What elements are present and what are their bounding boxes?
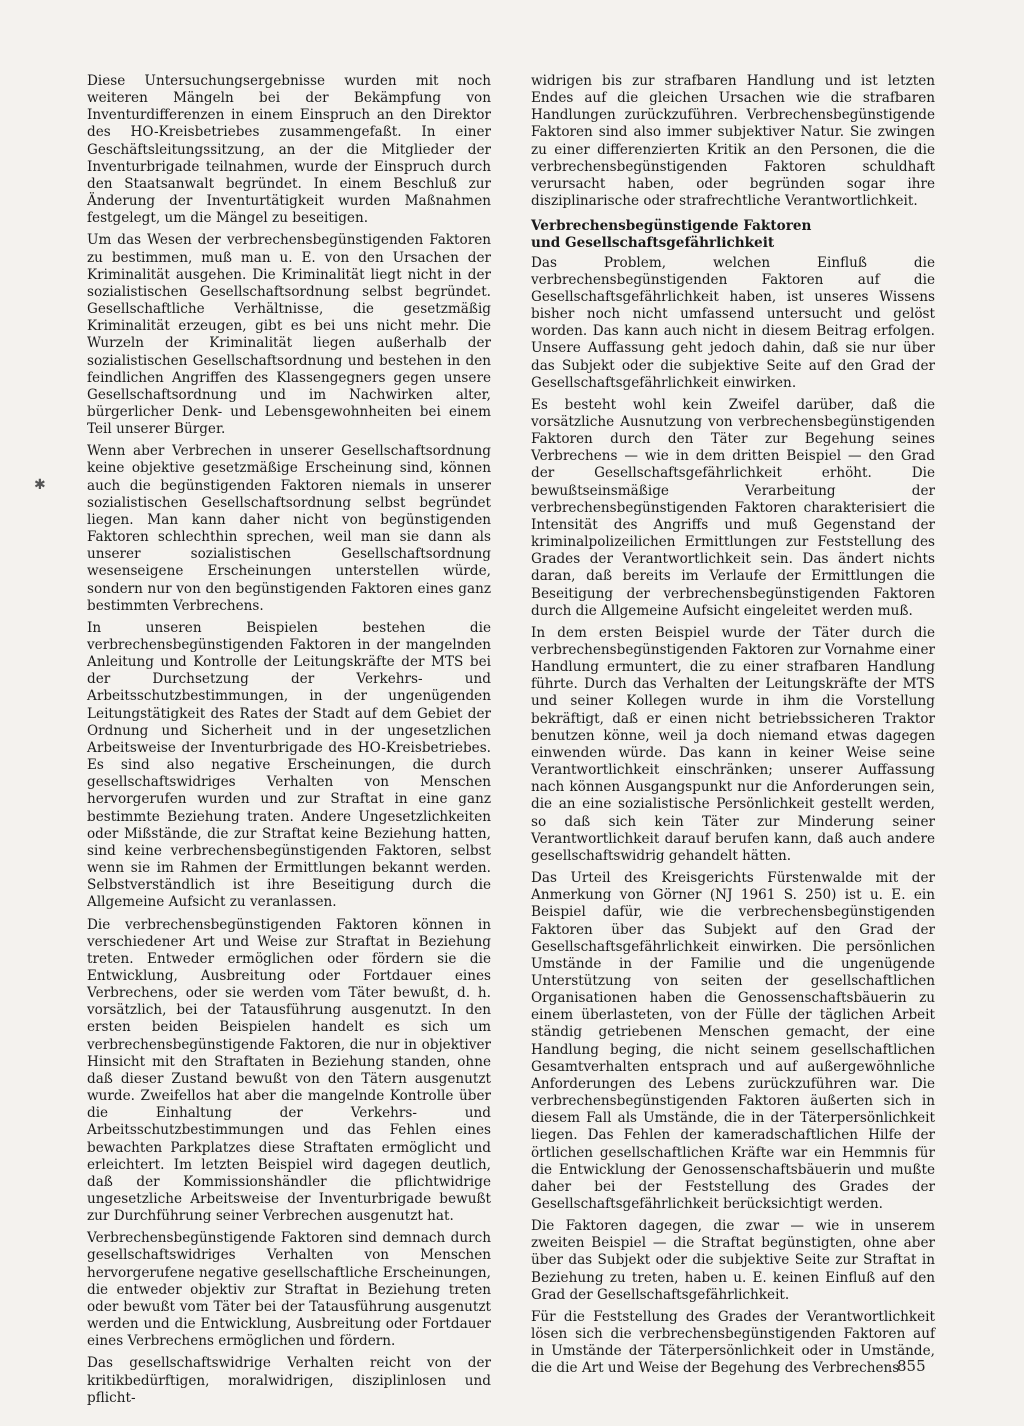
left-column bbox=[87, 73, 491, 1412]
paragraph: Wenn aber Verbrechen in unserer Gesellschaftsordnung keine objektive gesetzmäßige Erscheinung sind, können auch die begünstigenden Faktoren niemals in unserer sozialistischen Gesellschaftsordnung selbst begründet liegen. Man kann daher nicht von begünstigenden Faktoren schlechthin sprechen, weil man sie dann als unserer sozialistischen Gesellschaftsordnung wesenseigene Erscheinungen unterstellen würde, sondern nur von den begünstigenden Faktoren eines ganz bestimmten Verbrechens. bbox=[87, 443, 491, 614]
paragraph: Um das Wesen der verbrechensbegünstigenden Faktoren zu bestimmen, muß man u. E. von den Ursachen der Kriminalität ausgehen. Die Kriminalität liegt nicht in der sozialistischen Gesellschaftsordnung selbst begründet. Gesellschaftliche Verhältnisse, die gesetzmäßig Kriminalität erzeugen, gibt es bei uns nicht mehr. Die Wurzeln der Kriminalität liegen außerhalb der sozialistischen Gesellschaftsordnung und bestehen in den feindlichen Angriffen des Klassengegners gegen unsere Gesellschaftsordnung und im Nachwirken alter, bürgerlicher Denk- und Lebensgewohnheiten bei einem Teil unserer Bürger. bbox=[87, 232, 491, 438]
paragraph: Das Urteil des Kreisgerichts Fürstenwalde mit der Anmerkung von Görner (NJ 1961 S. 250) ist u. E. ein Beispiel dafür, wie die verbrechensbegünstigenden Faktoren über das Subjekt auf den Grad der Gesellschaftsgefährlichkeit einwirken. Die persönlichen Umstände in der Familie und die ungenügende Unterstützung von seiten der gesellschaftlichen Organisationen haben die Genossenschaftsbäuerin zu einem überlasteten, von der Fülle der täglichen Arbeit ständig getriebenen Menschen gemacht, der eine Handlung beging, die nicht seinem gesellschaftlichen Gesamtverhalten entsprach und auf außergewöhnliche Anforderungen des Lebens zurückzuführen war. Die verbrechensbegünstigenden Faktoren äußerten sich in diesem Fall als Umstände, die in der Täterpersönlichkeit liegen. Das Fehlen der kameradschaftlichen Hilfe der örtlichen gesellschaftlichen Kräfte war ein Hemmnis für die Entwicklung der Genossenschaftsbäuerin und mußte daher bei der Feststellung des Grades der Gesellschaftsgefährlichkeit berücksichtigt werden. bbox=[531, 870, 935, 1212]
paragraph: Es besteht wohl kein Zweifel darüber, daß die vorsätzliche Ausnutzung von verbrechensbegünstigenden Faktoren durch den Täter zur Begehung seines Verbrechens — wie in dem dritten Beispiel — den Grad der Gesellschaftsgefährlichkeit erhöht. Die bewußtseinsmäßige Verarbeitung der verbrechensbegünstigenden Faktoren charakterisiert die Intensität des Angriffs und muß Gegenstand der kriminalpolizeilichen Ermittlungen zur Feststellung des Grades der Verantwortlichkeit sein. Das ändert nichts daran, daß bereits im Verlaufe der Ermittlungen die Beseitigung der verbrechensbegünstigenden Faktoren durch die Allgemeine Aufsicht eingeleitet werden muß. bbox=[531, 396, 935, 619]
paragraph: Die verbrechensbegünstigenden Faktoren können in verschiedener Art und Weise zur Straftat in Beziehung treten. Entweder ermöglichen oder fördern sie die Entwicklung, Ausbreitung oder Fortdauer eines Verbrechens, oder sie werden vom Täter bewußt, d. h. vorsätzlich, bei der Tatausführung ausgenutzt. In den ersten beiden Beispielen handelt es sich um verbrechensbegünstigende Faktoren, die nur in objektiver Hinsicht mit den Straftaten in Beziehung standen, ohne daß dieser Zustand bewußt von den Tätern ausgenutzt wurde. Zweifellos hat aber die mangelnde Kontrolle über die Einhaltung der Verkehrs- und Arbeitsschutzbestimmungen und das Fehlen eines bewachten Parkplatzes diese Straftaten ermöglicht und erleichtert. Im letzten Beispiel wird dagegen deutlich, daß der Kommissionshändler die pflichtwidrige ungesetzliche Arbeitsweise der Inventurbrigade bewußt zur Durchführung seiner Verbrechen ausgenutzt hat. bbox=[87, 916, 491, 1225]
paragraph: Das Problem, welchen Einfluß die verbrechensbegünstigenden Faktoren auf die Gesellschaftsgefährlichkeit haben, ist unseres Wissens bisher noch nicht umfassend untersucht und gelöst worden. Das kann auch nicht in diesem Beitrag erfolgen. Unsere Auffassung geht jedoch dahin, daß sie nur über das Subjekt oder die subjektive Seite auf den Grad der Gesellschaftsgefährlichkeit einwirken. bbox=[531, 254, 935, 391]
paragraph: Die Faktoren dagegen, die zwar — wie in unserem zweiten Beispiel — die Straftat begünstigten, ohne aber über das Subjekt oder die subjektive Seite zur Straftat in Beziehung zu treten, haben u. E. keinen Einfluß auf den Grad der Gesellschaftsgefährlichkeit. bbox=[531, 1218, 935, 1303]
paragraph: In unseren Beispielen bestehen die verbrechensbegünstigenden Faktoren in der mangelnden Anleitung und Kontrolle der Leitungskräfte der MTS bei der Durchsetzung der Verkehrs- und Arbeitsschutzbestimmungen, in der ungenügenden Leitungstätigkeit des Rates der Stadt auf dem Gebiet der Ordnung und Sicherheit und in der ungesetzlichen Arbeitsweise der Inventurbrigade des HO-Kreisbetriebes. Es sind also negative Erscheinungen, die durch gesellschaftswidriges Verhalten von Menschen hervorgerufen wurden und zur Straftat in eine ganz bestimmte Beziehung traten. Andere Ungesetzlichkeiten oder Mißstände, die zur Straftat keine Beziehung hatten, sind keine verbrechensbegünstigenden Faktoren, selbst wenn sie im Rahmen der Ermittlungen bekannt werden. Selbstverständlich ist ihre Beseitigung durch die Allgemeine Aufsicht zu veranlassen. bbox=[87, 619, 491, 911]
section-heading-line-2: und Gesellschaftsgefährlichkeit bbox=[531, 235, 775, 252]
paragraph: widrigen bis zur strafbaren Handlung und ist letzten Endes auf die gleichen Ursachen wie die strafbaren Handlungen zurückzuführen. Verbrechensbegünstigende Faktoren sind also immer subjektiver Natur. Sie zwingen zu einer differenzierten Kritik an den Personen, die die verbrechensbegünstigenden Faktoren schuldhaft verursacht haben, oder begründen sogar ihre disziplinarische oder strafrechtliche Verantwortlichkeit. bbox=[531, 73, 935, 210]
page-number: 855 bbox=[897, 1357, 926, 1375]
paragraph: In dem ersten Beispiel wurde der Täter durch die verbrechensbegünstigenden Faktoren zur Vornahme einer Handlung ermuntert, die zu einer strafbaren Handlung führte. Durch das Verhalten der Leitungskräfte der MTS und seiner Kollegen wurde in ihm die Vorstellung bekräftigt, daß er einen nicht betriebssicheren Traktor benutzen könne, weil ja doch niemand etwas dagegen einwenden würde. Das kann in keiner Weise seine Verantwortlichkeit einschränken; unserer Auffassung nach können Ausgangspunkt nur die Anforderungen sein, die an eine sozialistische Persönlichkeit gestellt werden, so daß sich kein Täter zur Minderung seiner Verantwortlichkeit darauf berufen kann, daß auch andere gesellschaftswidrig gehandelt hätten. bbox=[531, 624, 935, 864]
paragraph: Das gesellschaftswidrige Verhalten reicht von der kritikbedürftigen, moralwidrigen, disziplinlosen und pflicht- bbox=[87, 1355, 491, 1406]
right-column bbox=[531, 73, 935, 1383]
paragraph: Für die Feststellung des Grades der Verantwortlichkeit lösen sich die verbrechensbegünstigenden Faktoren auf in Umstände der Täterpersönlichkeit oder in Umstände, die die Art und Weise der Begehung des Verbrechens bbox=[531, 1308, 935, 1377]
paragraph: Diese Untersuchungsergebnisse wurden mit noch weiteren Mängeln bei der Bekämpfung von Inventurdifferenzen in einem Einspruch an den Direktor des HO-Kreisbetriebes zusammengefaßt. In einer Geschäftsleitungssitzung, an der die Mitglieder der Inventurbrigade teilnahmen, wurde der Einspruch durch den Staatsanwalt begründet. In einem Beschluß zur Änderung der Inventurtätigkeit wurden Maßnahmen festgelegt, um die Mängel zu beseitigen. bbox=[87, 73, 491, 227]
paragraph: Verbrechensbegünstigende Faktoren sind demnach durch gesellschaftswidriges Verhalten von Menschen hervorgerufene negative gesellschaftliche Erscheinungen, die entweder objektiv zur Straftat in Beziehung treten oder bewußt vom Täter bei der Tatausführung ausgenutzt werden und die Entwicklung, Ausbreitung oder Fortdauer eines Verbrechens ermöglichen und fördern. bbox=[87, 1230, 491, 1350]
section-heading-line-1: Verbrechensbegünstigende Faktoren bbox=[531, 218, 812, 235]
scan-speck-mark: ✱ bbox=[34, 477, 46, 493]
section-heading bbox=[531, 218, 935, 252]
